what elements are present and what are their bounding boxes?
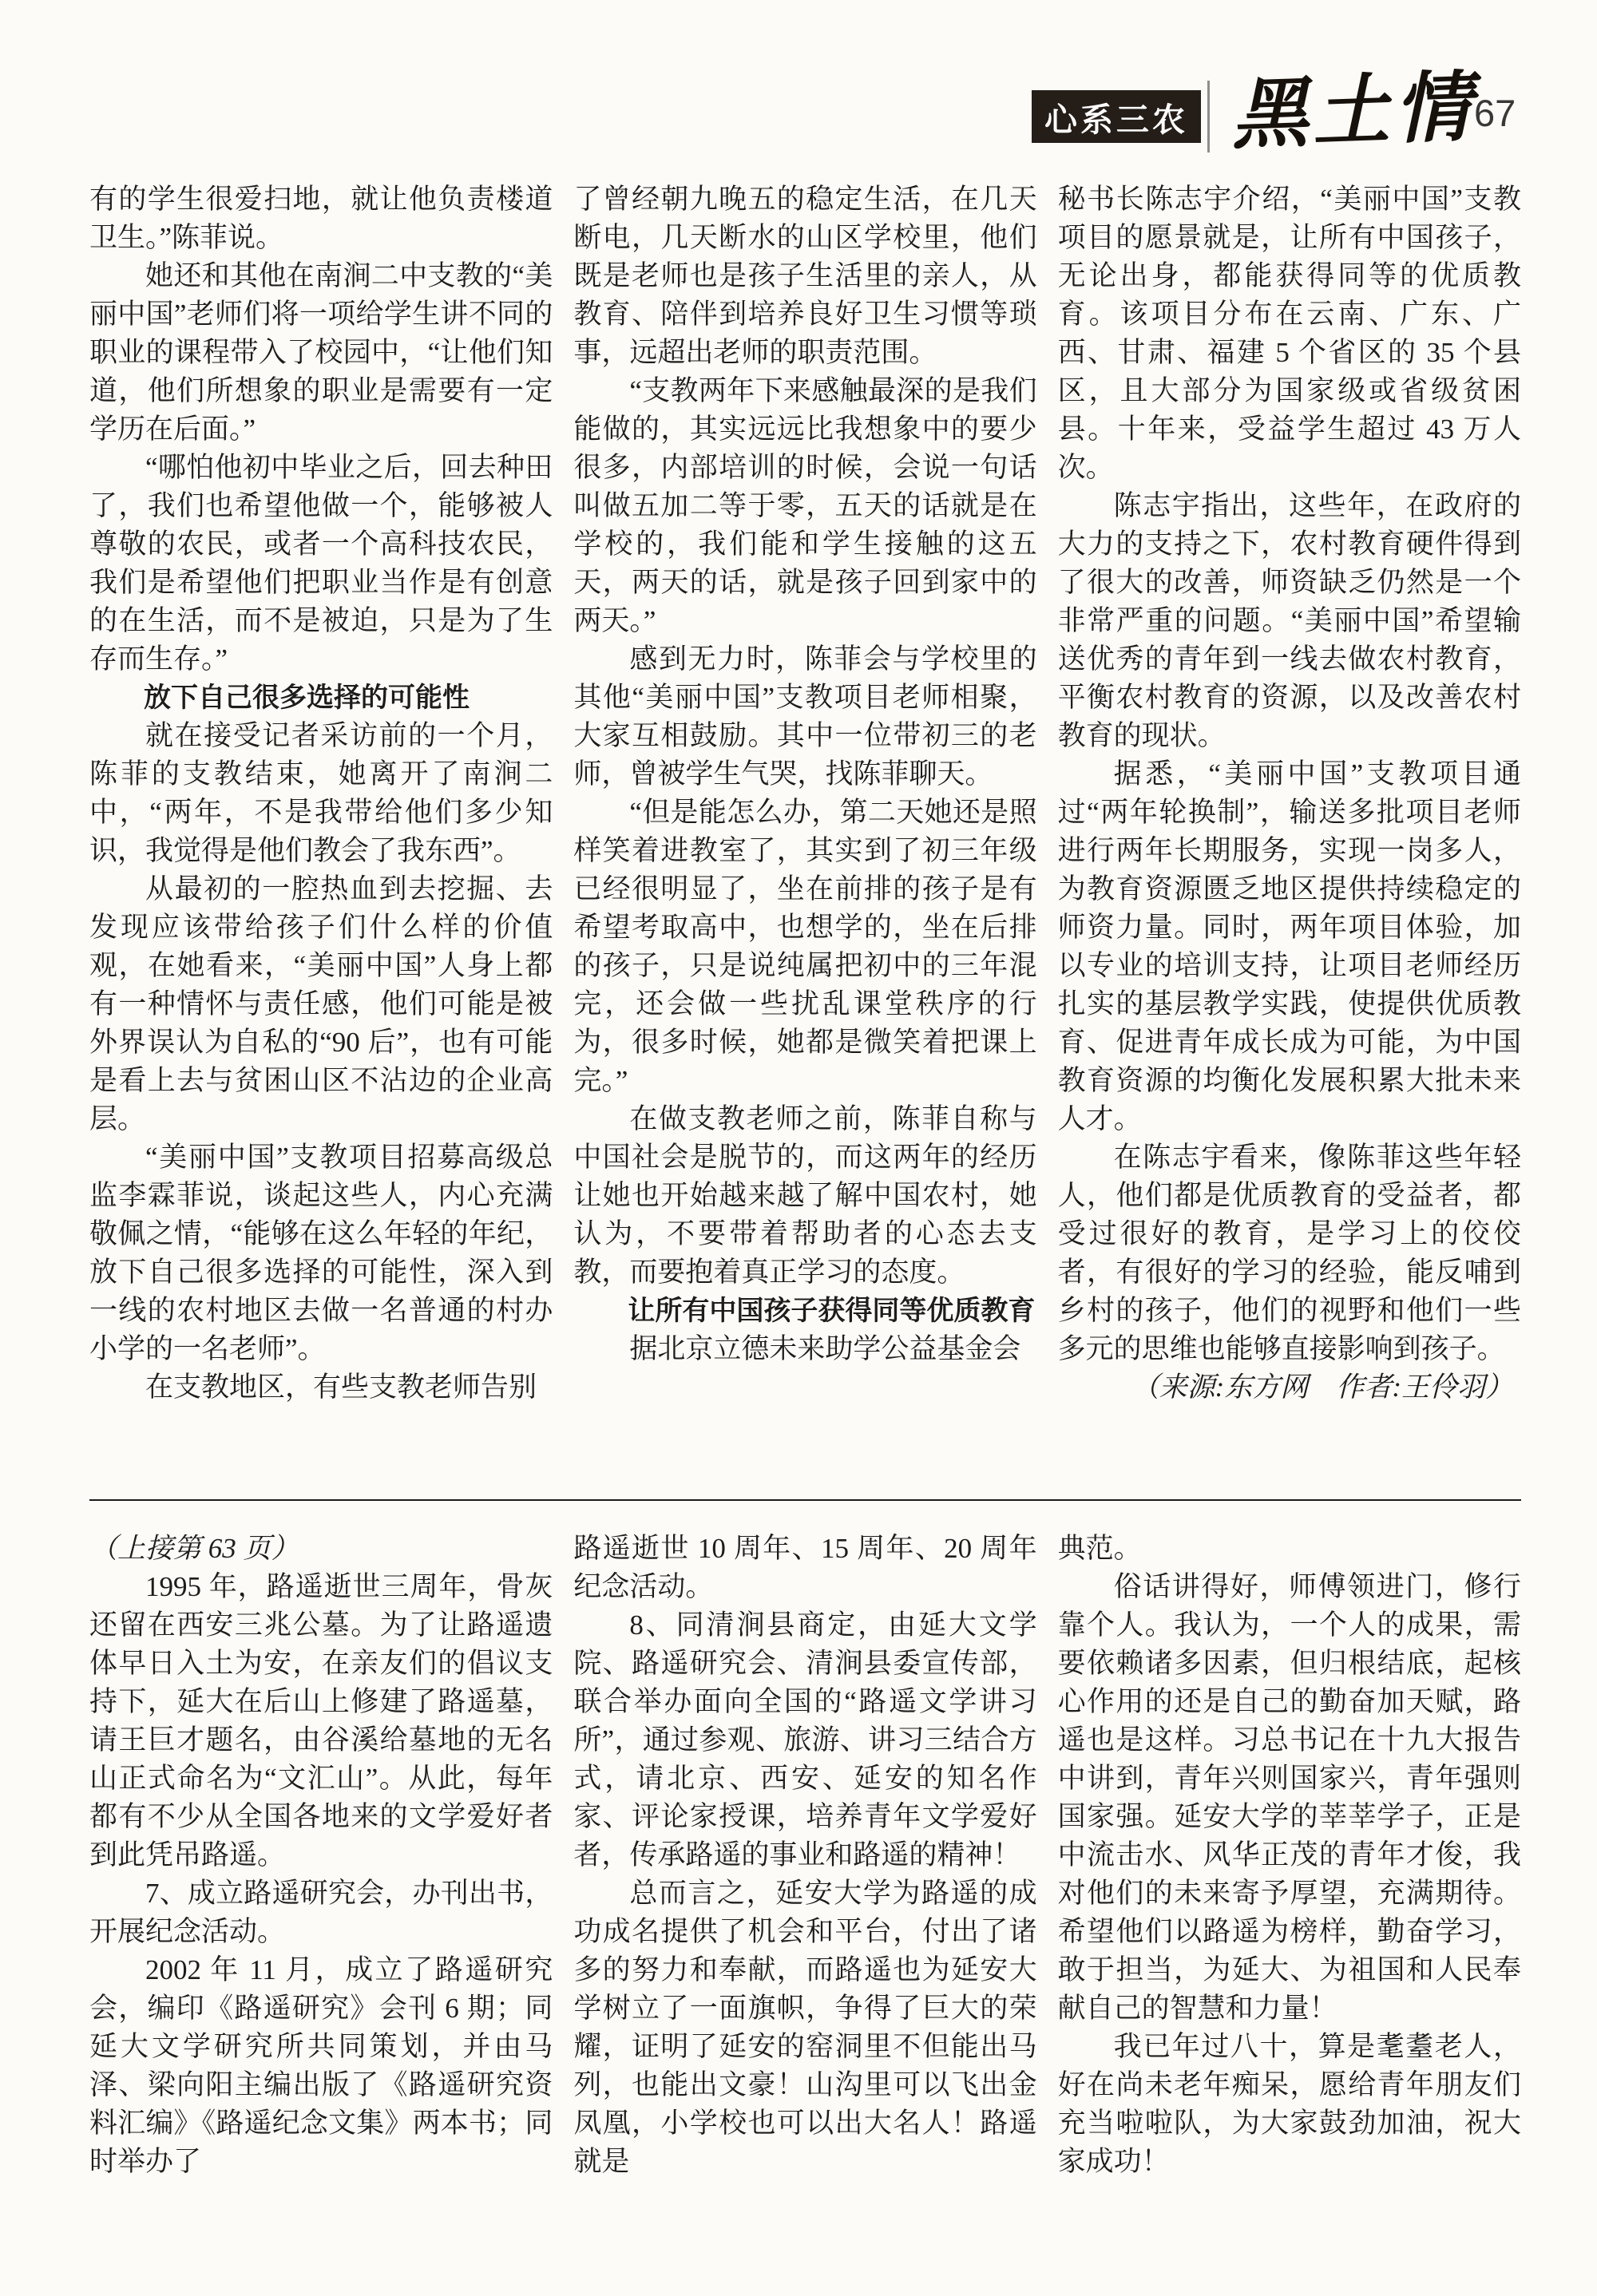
bottom-column-3 <box>1058 1530 1521 2181</box>
section-badge: 心系三农 <box>1032 90 1201 143</box>
section-subheading: 让所有中国孩子获得同等优质教育 <box>628 1296 1036 1326</box>
paragraph: 据悉，“美丽中国”支教项目通过“两年轮换制”，输送多批项目老师进行两年长期服务，实现一岗多人，为教育资源匮乏地区提供持续稳定的师资力量。同时，两年项目体验，加以专业的培训支持，让项目老师经历扎实的基层教学实践，使提供优质教育、促进青年成长成为可能，为中国教育资源的均衡化发展积累大批未来人才。 <box>1057 758 1521 1134</box>
paragraph: “支教两年下来感触最深的是我们能做的，其实远远比我想象中的要少很多，内部培训的时候，会说一句话叫做五加二等于零，五天的话就是在学校的，我们能和学生接触的这五天，两天的话，就是孩子回到家中的两天。” <box>573 375 1037 636</box>
bottom-column-1 <box>89 1530 553 2181</box>
paragraph: 8、同清涧县商定，由延大文学院、路遥研究会、清涧县委宣传部，联合举办面向全国的“路遥文学讲习所”，通过参观、旅游、讲习三结合方式，请北京、西安、延安的知名作家、评论家授课，培养青年文学爱好者，传承路遥的事业和路遥的精神！ <box>573 1609 1037 1870</box>
article-divider-line <box>89 1499 1521 1501</box>
paragraph: 1995 年，路遥逝世三周年，骨灰还留在西安三兆公墓。为了让路遥遗体早日入土为安，在亲友们的倡议支持下，延大在后山上修建了路遥墓，请王巨才题名，由谷溪给墓地的无名山正式命名为“文汇山”。从此，每年都有不少从全国各地来的文学爱好者到此凭吊路遥。 <box>89 1571 553 1870</box>
bottom-column-2 <box>573 1530 1036 2181</box>
paragraph: “美丽中国”支教项目招募高级总监李霖菲说，谈起这些人，内心充满敬佩之情，“能够在这么年轻的年纪，放下自己很多选择的可能性，深入到一线的农村地区去做一名普通的村办小学的一名老师”。 <box>89 1142 553 1364</box>
paragraph: 据北京立德未来助学公益基金会 <box>629 1333 1021 1364</box>
paragraph: “但是能怎么办，第二天她还是照样笑着进教室了，其实到了初三年级已经很明显了，坐在前排的孩子是有希望考取高中，也想学的，坐在后排的孩子，只是说纯属把初中的三年混完，还会做一些扰乱课堂秩序的行为，很多时候，她都是微笑着把课上完。” <box>573 797 1037 1096</box>
paragraph: 就在接受记者采访前的一个月，陈菲的支教结束，她离开了南涧二中，“两年，不是我带给他们多少知识，我觉得是他们教会了我东西”。 <box>89 720 553 866</box>
paragraph: 典范。 <box>1057 1533 1142 1564</box>
section-subheading: 放下自己很多选择的可能性 <box>144 683 470 713</box>
paragraph: 秘书长陈志宇介绍，“美丽中国”支教项目的愿景就是，让所有中国孩子，无论出身，都能获得同等的优质教育。该项目分布在云南、广东、广西、甘肃、福建 5 个省区的 35 个县区，且大部分为国家级或省级贫困县。十年来，受益学生超过 43 万人次。 <box>1057 184 1521 483</box>
continued-from-note: （上接第 63 页） <box>89 1533 299 1564</box>
paragraph: 在做支教老师之前，陈菲自称与中国社会是脱节的，而这两年的经历让她也开始越来越了解中国农村，她认为，不要带着帮助者的心态去支教，而要抱着真正学习的态度。 <box>573 1103 1037 1288</box>
top-column-2 <box>573 180 1036 1407</box>
paragraph: 7、成立路遥研究会，办刊出书，开展纪念活动。 <box>89 1878 553 1947</box>
paragraph: 在支教地区，有些支教老师告别 <box>145 1372 537 1403</box>
page-number: 67 <box>1474 92 1516 134</box>
top-article <box>89 180 1521 1407</box>
magazine-logo: 黑土情 <box>1230 64 1477 159</box>
bottom-article <box>89 1530 1521 2181</box>
paragraph: 有的学生很爱扫地，就让他负责楼道卫生。”陈菲说。 <box>89 184 553 253</box>
top-column-1 <box>89 180 553 1407</box>
paragraph: 俗话讲得好，师傅领进门，修行靠个人。我认为，一个人的成果，需要依赖诸多因素，但归根结底，起核心作用的还是自己的勤奋加天赋，路遥也是这样。习总书记在十九大报告中讲到，青年兴则国家兴，青年强则国家强。延安大学的莘莘学子，正是中流击水、风华正茂的青年才俊，我对他们的未来寄予厚望，充满期待。希望他们以路遥为榜样，勤奋学习，敢于担当，为延大、为祖国和人民奉献自己的智慧和力量！ <box>1057 1571 1521 2024</box>
paragraph: 在陈志宇看来，像陈菲这些年轻人，他们都是优质教育的受益者，都受过很好的教育，是学习上的佼佼者，有很好的学习的经验，能反哺到乡村的孩子，他们的视野和他们一些多元的思维也能够直接影响到孩子。 <box>1057 1142 1521 1364</box>
source-attribution: （来源:东方网 作者:王伶羽） <box>1131 1372 1513 1403</box>
paragraph: 陈志宇指出，这些年，在政府的大力的支持之下，农村教育硬件得到了很大的改善，师资缺乏仍然是一个非常严重的问题。“美丽中国”希望输送优秀的青年到一线去做农村教育，平衡农村教育的资源，以及改善农村教育的现状。 <box>1057 490 1521 751</box>
paragraph: 感到无力时，陈菲会与学校里的其他“美丽中国”支教项目老师相聚，大家互相鼓励。其中一位带初三的老师，曾被学生气哭，找陈菲聊天。 <box>573 643 1037 790</box>
paragraph: 我已年过八十，算是耄耋老人，好在尚未老年痴呆，愿给青年朋友们充当啦啦队，为大家鼓劲加油，祝大家成功！ <box>1057 2031 1521 2177</box>
header-divider-line <box>1207 81 1210 152</box>
paragraph: 总而言之，延安大学为路遥的成功成名提供了机会和平台，付出了诸多的努力和奉献，而路遥也为延安大学树立了一面旗帜，争得了巨大的荣耀，证明了延安的窑洞里不但能出马列，也能出文豪！山沟里可以飞出金凤凰，小学校也可以出大名人！路遥就是 <box>573 1878 1037 2177</box>
top-column-3 <box>1058 180 1521 1407</box>
paragraph: 从最初的一腔热血到去挖掘、去发现应该带给孩子们什么样的价值观，在她看来，“美丽中国”人身上都有一种情怀与责任感，他们可能是被外界误认为自私的“90 后”，也有可能是看上去与贫困山区不沾边的企业高层。 <box>89 873 553 1134</box>
paragraph: 了曾经朝九晚五的稳定生活，在几天断电，几天断水的山区学校里，他们既是老师也是孩子生活里的亲人，从教育、陪伴到培养良好卫生习惯等琐事，远超出老师的职责范围。 <box>573 184 1037 368</box>
paragraph: 2002 年 11 月，成立了路遥研究会，编印《路遥研究》会刊 6 期；同延大文学研究所共同策划，并由马泽、梁向阳主编出版了《路遥研究资料汇编》《路遥纪念文集》两本书；同时举办了 <box>89 1954 553 2177</box>
paragraph: “哪怕他初中毕业之后，回去种田了，我们也希望他做一个，能够被人尊敬的农民，或者一个高科技农民，我们是希望他们把职业当作是有创意的在生活，而不是被迫，只是为了生存而生存。” <box>89 452 553 675</box>
paragraph: 她还和其他在南涧二中支教的“美丽中国”老师们将一项给学生讲不同的职业的课程带入了校园中，“让他们知道，他们所想象的职业是需要有一定学历在后面。” <box>89 260 553 445</box>
paragraph: 路遥逝世 10 周年、15 周年、20 周年纪念活动。 <box>573 1533 1037 1602</box>
